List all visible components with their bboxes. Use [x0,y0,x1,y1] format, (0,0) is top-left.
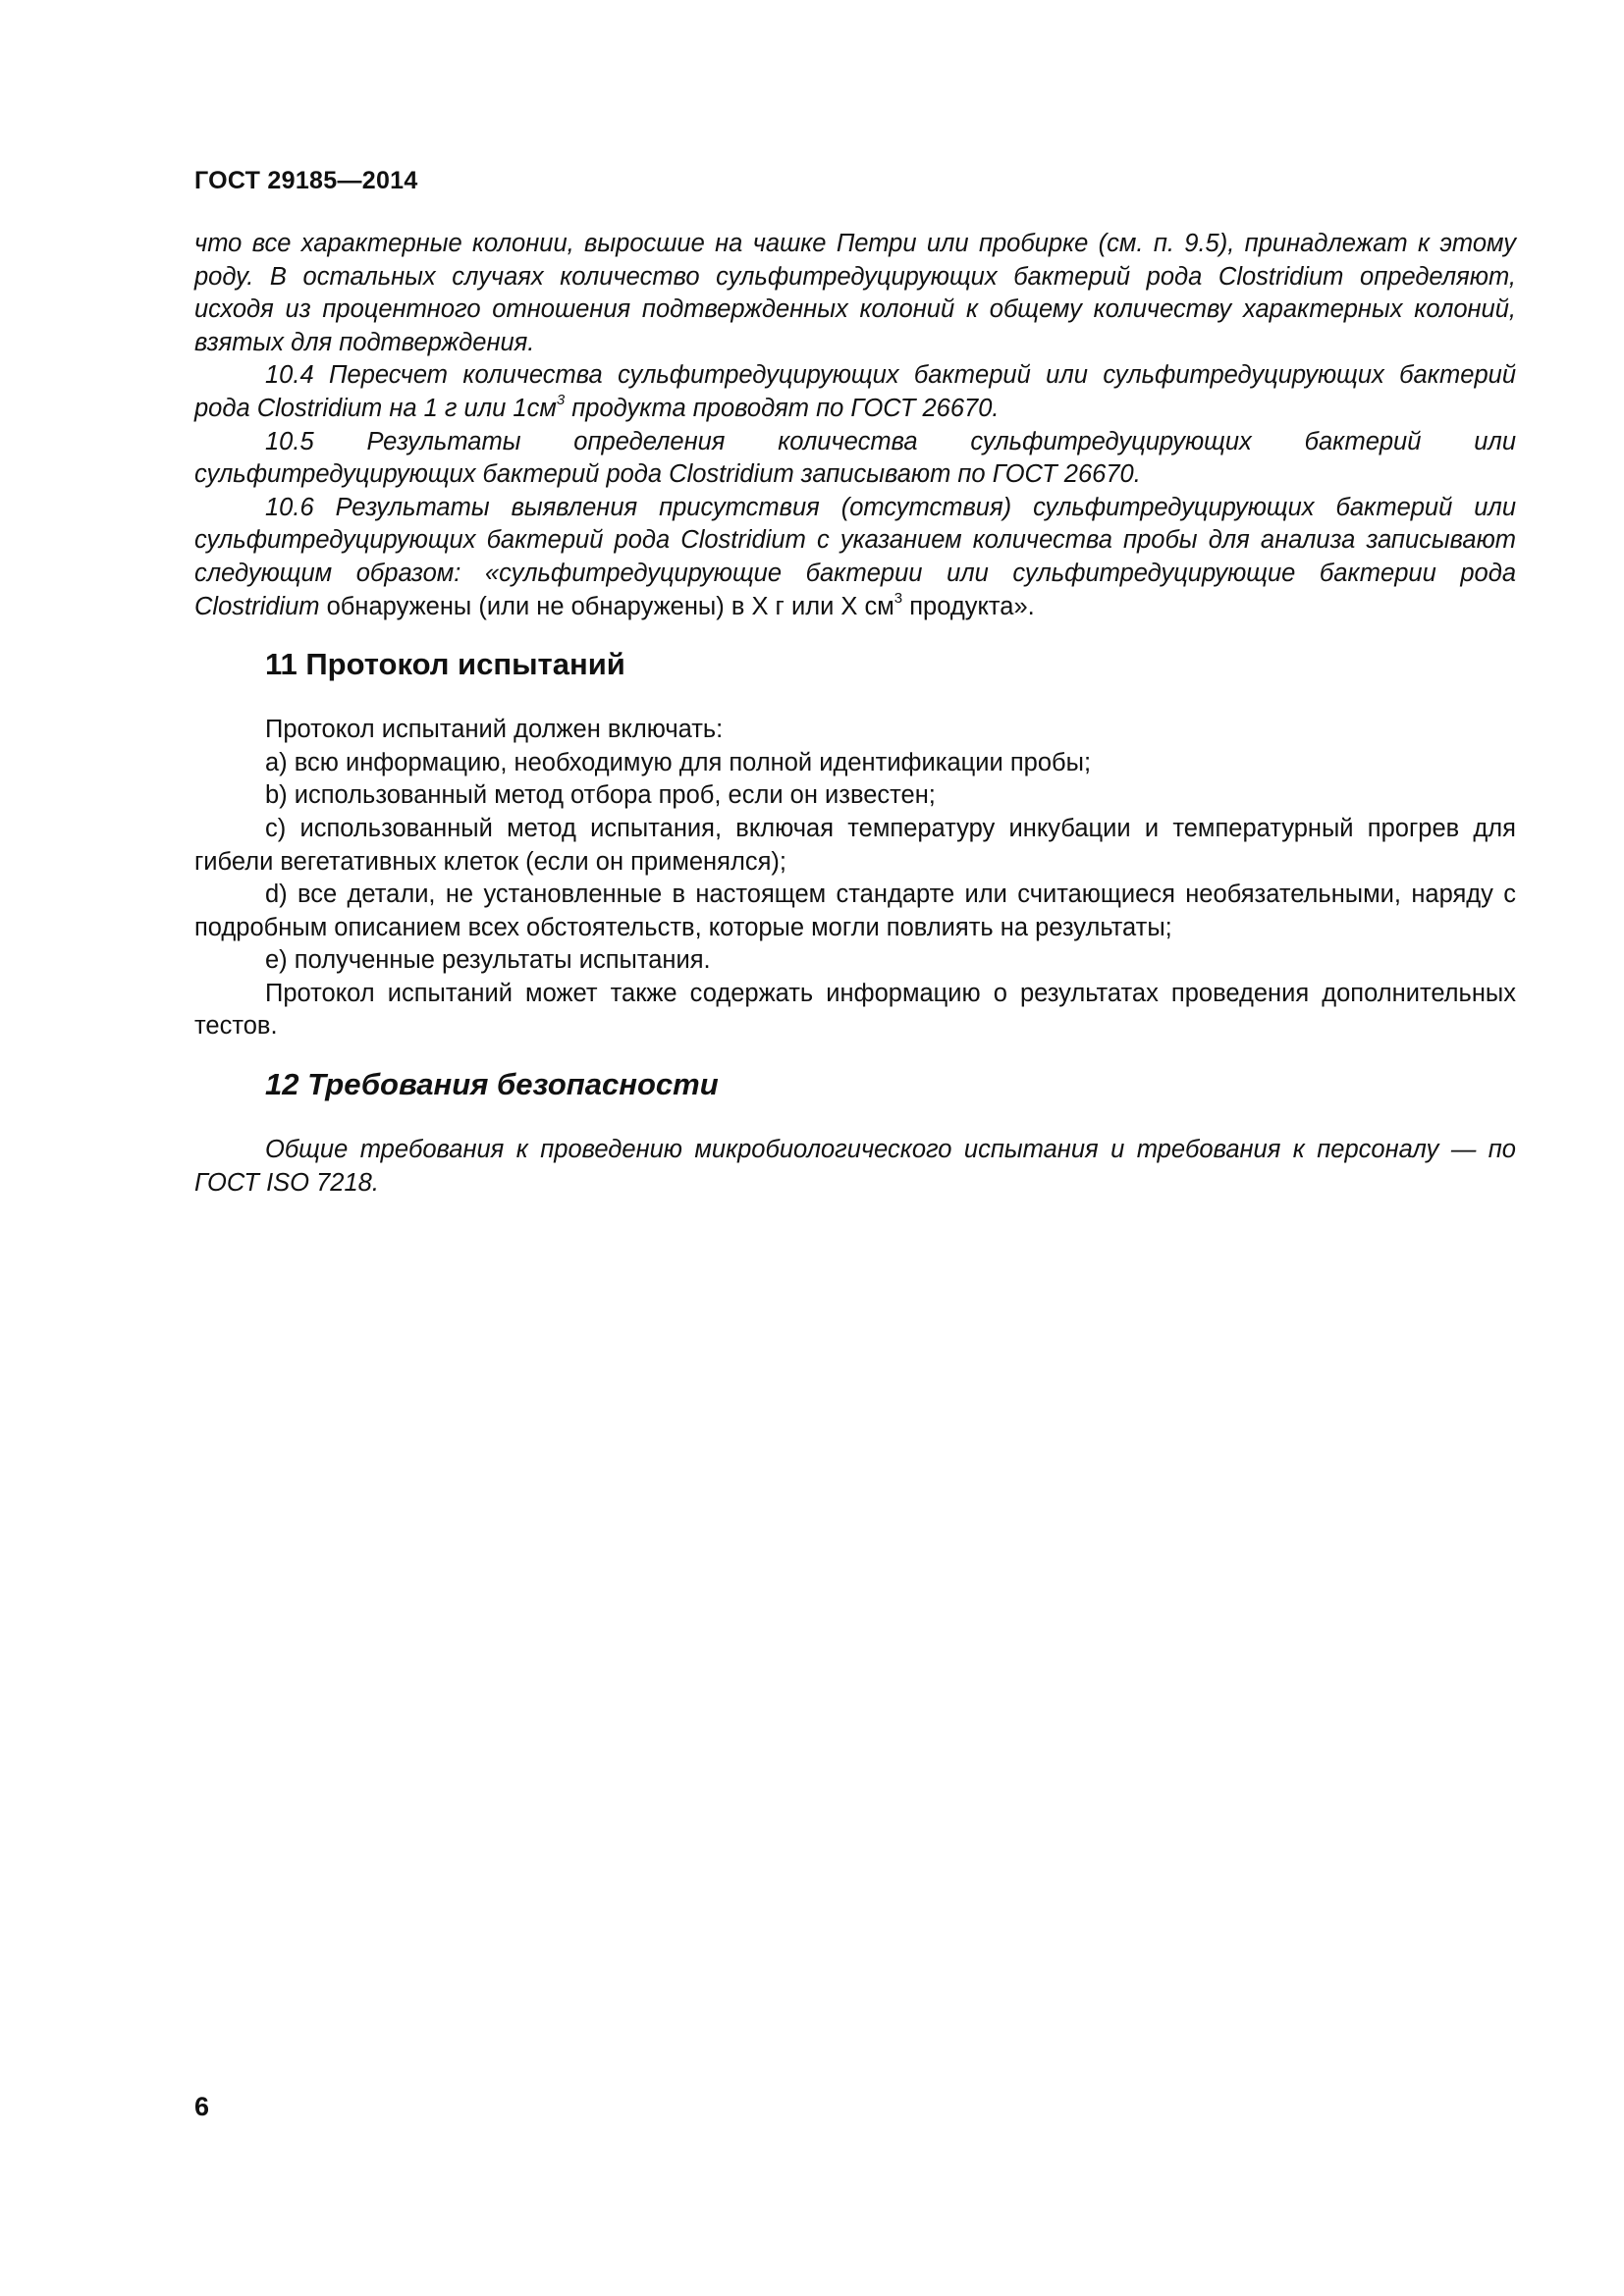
paragraph-10-4 [194,359,1516,425]
list-item: d) все детали, не установленные в настоящем стандарте или считающиеся необязательными, наряду с подробным описанием всех обстоятельств, которые могли повлиять на результаты; [194,881,1516,941]
paragraph-10-6-tail: продукта». [902,592,1035,620]
section-12-text: Общие требования к проведению микробиологического испытания и требования к персоналу — по ГОСТ ISO 7218. [194,1136,1516,1197]
section-11-intro: Протокол испытаний должен включать: [265,716,724,744]
paragraph-10-3-continuation: что все характерные колонии, выросшие на чашке Петри или пробирке (см. п. 9.5), принадлежат к этому роду. В остальных случаях количество сульфитредуцирующих бактерий рода Clostridium определяют, исходя из процентного отношения подтвержденных колоний к общему количеству характерных колоний, взятых для подтверждения. [194,230,1516,356]
paragraph-10-6-text: 10.6 Результаты выявления присутствия (отсутствия) сульфитредуцирующих бактерий или сульфитредуцирующих бактерий рода Clostridium с указанием количества пробы для анализа записывают следующим образом: «сульфитредуцирующие бактерии или сульфитредуцирующие бактерии рода Clostridium [194,493,1516,620]
superscript-3: 3 [893,590,903,608]
list-item: а) всю информацию, необходимую для полной идентификации пробы; [265,748,1092,776]
section-11-closing: Протокол испытаний может также содержать информацию о результатах проведения дополнительных тестов. [194,979,1516,1041]
list-item: b) использованный метод отбора проб, если он известен; [265,781,936,810]
document-header-id: ГОСТ 29185—2014 [194,167,418,194]
document-body [194,228,1516,1200]
list-item: е) полученные результаты испытания. [265,946,711,975]
superscript-3: 3 [556,392,566,409]
paragraph-10-4-tail: продукта проводят по ГОСТ 26670. [565,394,1000,422]
section-12-heading: 12 Требования безопасности [265,1067,719,1102]
paragraph-10-5: 10.5 Результаты определения количества сульфитредуцирующих бактерий или сульфитредуцирующих бактерий рода Clostridium записывают по ГОСТ 26670. [194,427,1516,489]
section-11-heading: 11 Протокол испытаний [265,647,625,682]
list-item: с) использованный метод испытания, включая температуру инкубации и температурный прогрев для гибели вегетативных клеток (если он применялся); [194,814,1516,876]
paragraph-10-4-text: 10.4 Пересчет количества сульфитредуцирующих бактерий или сульфитредуцирующих бактерий рода Clostridium на 1 г или 1см [194,361,1516,422]
paragraph-10-6-middle: обнаружены (или не обнаружены) в Х г или Х см [319,592,894,620]
paragraph-10-6 [194,492,1516,623]
page-number: 6 [194,2092,210,2121]
